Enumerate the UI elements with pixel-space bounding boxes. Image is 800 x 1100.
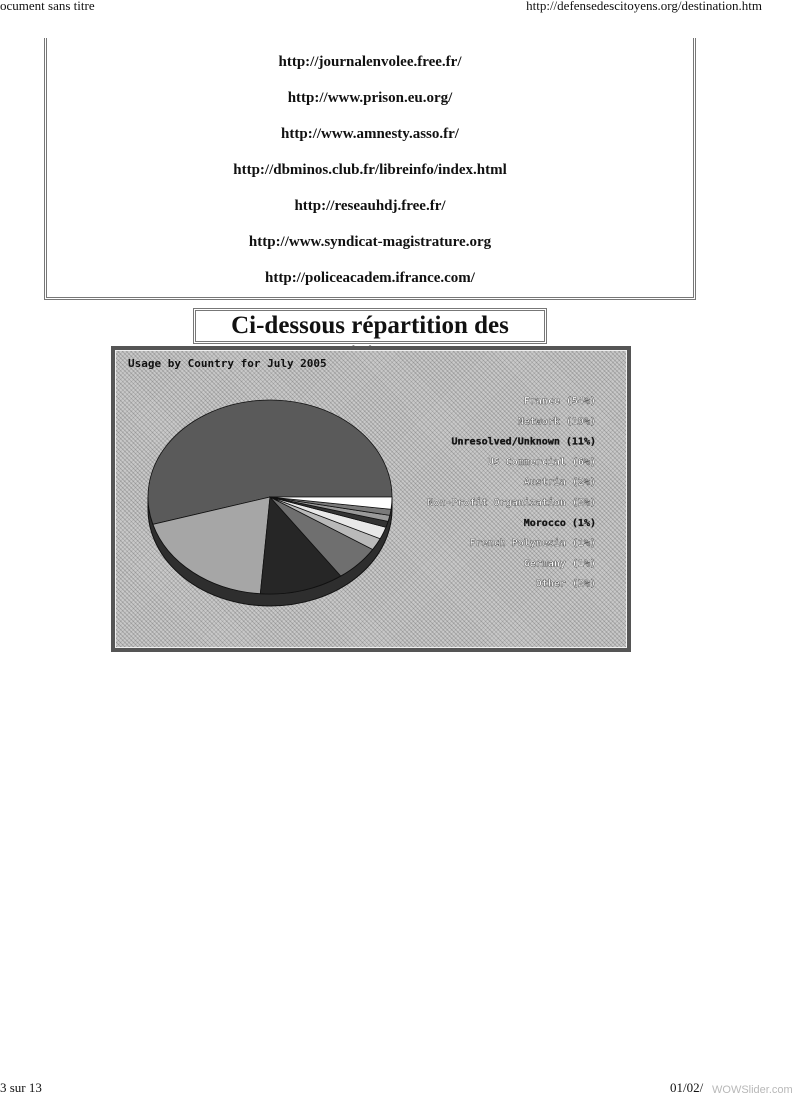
- document-title: ocument sans titre: [0, 0, 95, 13]
- print-date: 01/02/: [670, 1080, 704, 1095]
- list-item: [47, 158, 693, 194]
- link-reseauhdj[interactable]: http://reseauhdj.free.fr/: [294, 198, 446, 214]
- link-journalenvolee[interactable]: http://journalenvolee.free.fr/: [278, 54, 462, 70]
- legend-item-austria: Austria (2%): [523, 477, 596, 489]
- page-number: 3 sur 13: [0, 1080, 42, 1095]
- list-item: [47, 194, 693, 230]
- link-policeacadem[interactable]: http://policeacadem.ifrance.com/: [265, 270, 475, 286]
- pie-chart: [116, 351, 626, 647]
- link-amnesty[interactable]: http://www.amnesty.asso.fr/: [281, 126, 459, 142]
- list-item: [47, 86, 693, 122]
- list-item: [47, 122, 693, 158]
- list-item: [47, 266, 693, 302]
- list-item: [47, 50, 693, 86]
- legend-item-non-profit-organization: Non-Profit Organization (2%): [427, 497, 596, 509]
- list-item: [47, 230, 693, 266]
- watermark: WOWSlider.com: [712, 1084, 793, 1096]
- legend-item-unresolved-unknown: Unresolved/Unknown (11%): [451, 436, 596, 448]
- link-list: [47, 50, 693, 302]
- link-dbminos[interactable]: http://dbminos.club.fr/libreinfo/index.html: [233, 162, 507, 178]
- section-title: Ci-dessous répartition des: [193, 308, 547, 344]
- legend-item-us-commercial: US Commercial (6%): [487, 456, 596, 468]
- page-url: http://defensedescitoyens.org/destination.htm: [526, 0, 762, 13]
- link-syndicat-magistrature[interactable]: http://www.syndicat-magistrature.org: [248, 234, 492, 250]
- chart-title: Usage by Country for July 2005: [128, 357, 327, 370]
- legend-item-network: Network (19%): [517, 416, 596, 428]
- chart-frame: [111, 346, 631, 652]
- legend-item-germany: Germany (1%): [523, 558, 596, 570]
- links-box: [44, 38, 696, 300]
- legend-item-france: France (54%): [523, 396, 596, 407]
- chart-panel: [115, 350, 627, 648]
- legend-item-morocco: Morocco (1%): [523, 517, 596, 529]
- link-prison[interactable]: http://www.prison.eu.org/: [287, 90, 453, 106]
- legend-item-other: Other (2%): [535, 578, 596, 590]
- legend-item-french-polynesia: French Polynesia (1%): [469, 538, 596, 550]
